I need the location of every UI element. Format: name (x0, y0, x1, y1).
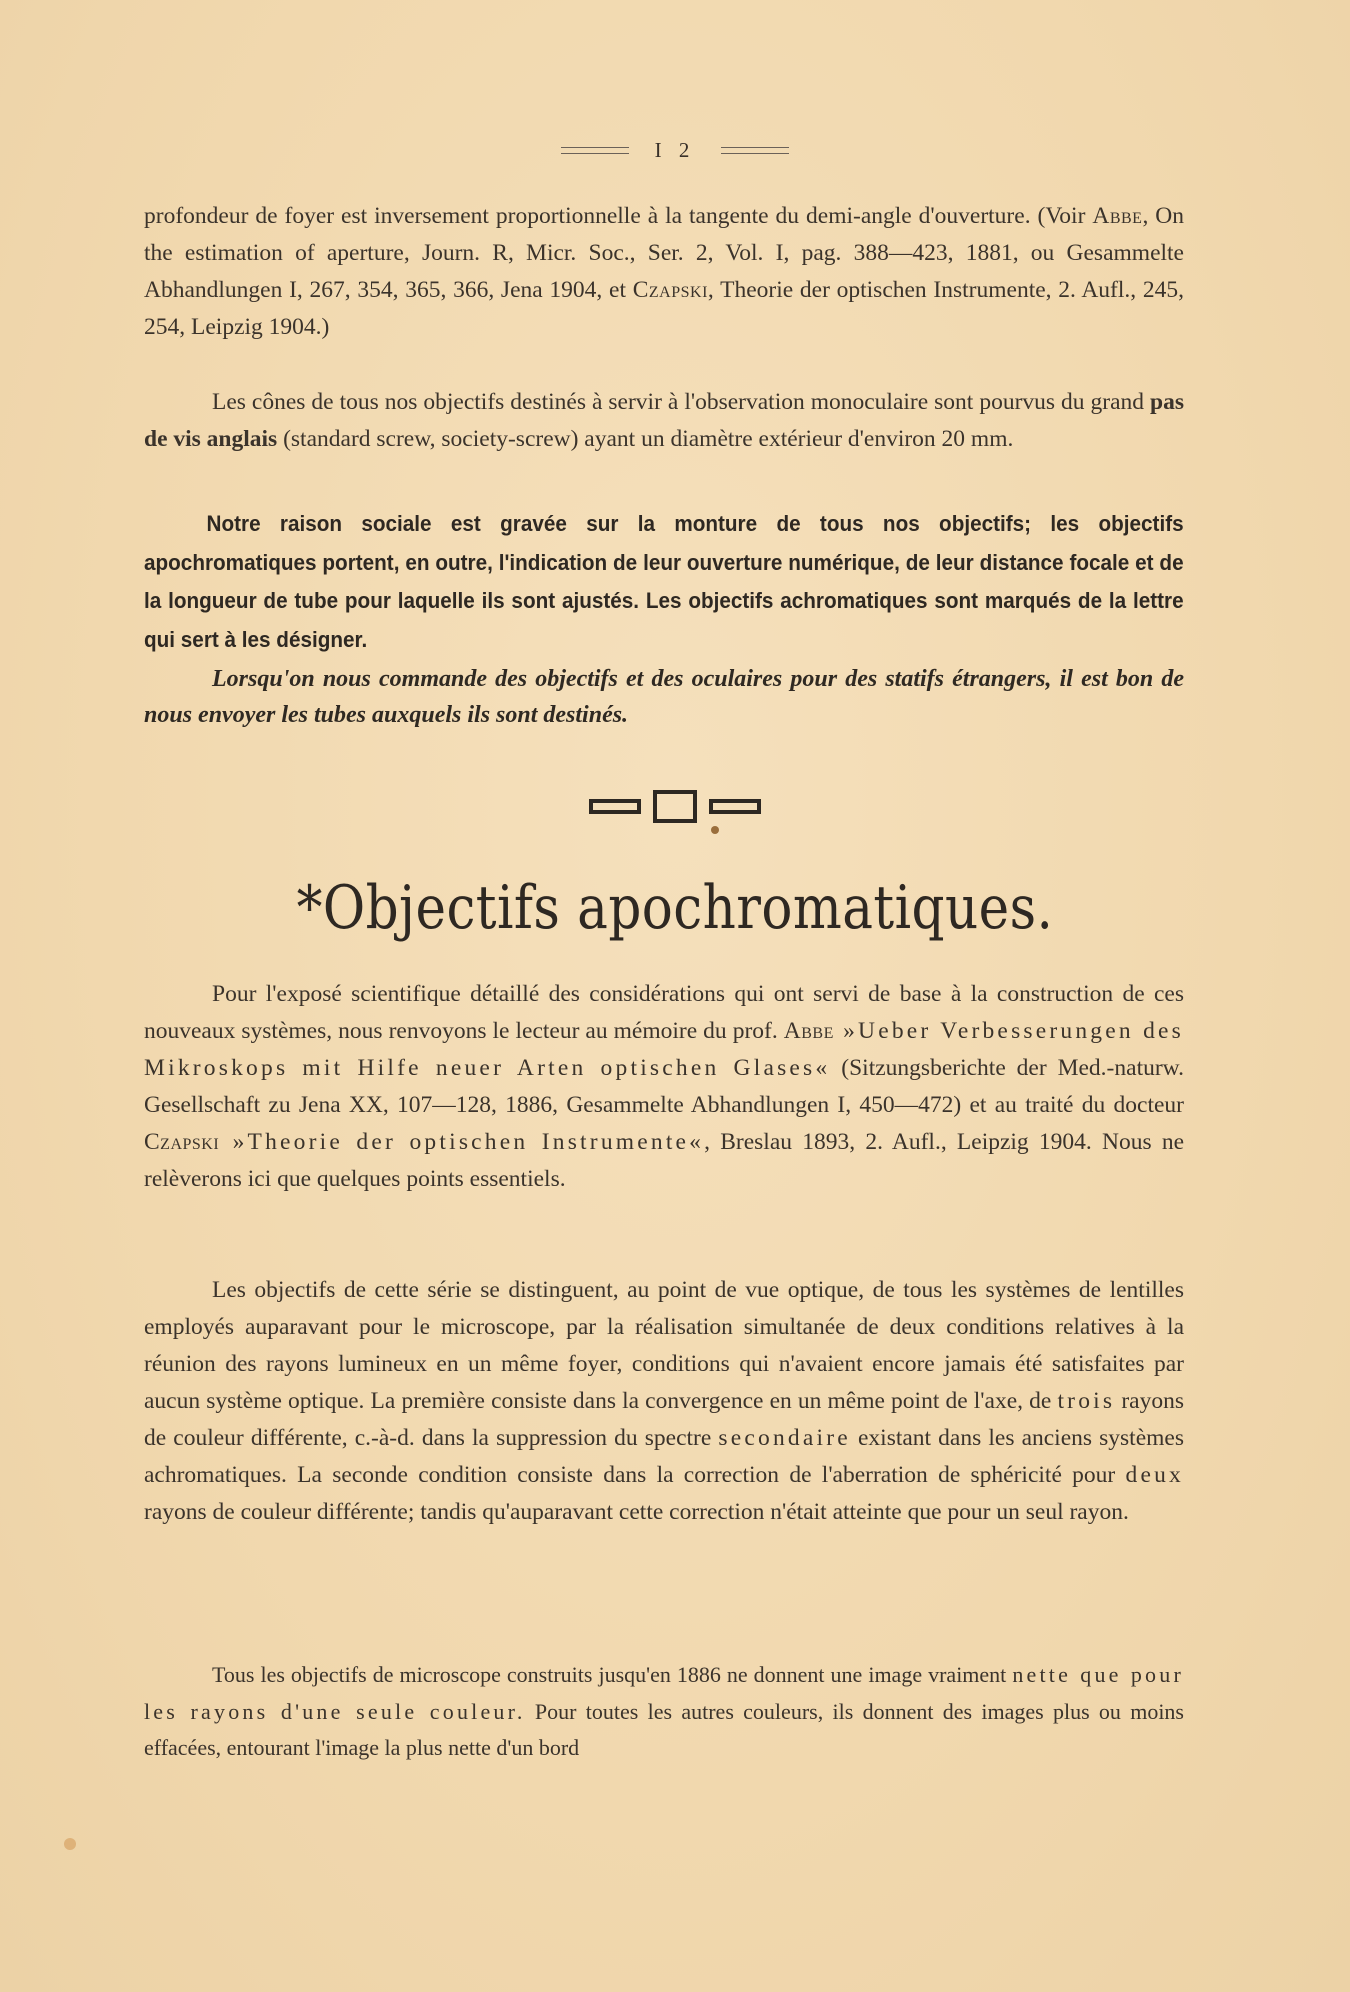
text-run: , On the estimation of aperture, Journ. R, Micr. Soc., Ser. 2, Vol. I, pag. 388—423, 1881, ou Gesammelte Abhandlungen I, 267, 354, 365, 366, Jena 1904, et (144, 203, 1185, 303)
author-czapski: Czapski (144, 1129, 220, 1155)
paragraph-ordering-notice (144, 661, 1184, 733)
author-abbe: Abbe (783, 1018, 834, 1044)
text-run: , Theorie der optischen Instrumente, 2. Aufl., 245, 254, Leipzig 1904.) (144, 277, 1184, 340)
text-run: (standard screw, society-screw) ayant un diamètre extérieur d'environ 20 mm. (277, 426, 1014, 452)
text-run: rayons de couleur différente; tandis qu'auparavant cette correction n'était atteinte que pour un seul rayon. (144, 1499, 1129, 1525)
ornament-bar-right (709, 799, 761, 814)
ornament-box (653, 790, 697, 823)
section-title: *Objectifs apochromatiques. (296, 873, 1054, 943)
emphasis-spaced: trois (1057, 1388, 1116, 1414)
text-run: Pour toutes les autres couleurs, ils donnent des images plus ou moins effacées, entourant l'image la plus nette d'un bord (144, 1698, 1184, 1760)
emphasis-spaced: deux (1125, 1462, 1184, 1488)
text-run: Les cônes de tous nos objectifs destinés à servir à l'observation monoculaire sont pourvus du grand (212, 389, 1151, 415)
author-abbe: Abbe (1092, 203, 1143, 229)
emphasis-spaced: secondaire (718, 1425, 851, 1451)
text-run: Pour l'exposé scientifique détaillé des considérations qui ont servi de base à la construction de ces nouveaux systèmes, nous renvoyons le lecteur au mémoire du prof. (144, 981, 1184, 1044)
cited-title: »Theorie der optischen Instrumente« (219, 1129, 705, 1155)
page-number: I 2 (654, 137, 696, 162)
page-header (0, 138, 1350, 162)
paragraph-depth-of-focus (144, 198, 1184, 346)
ordering-text: Lorsqu'on nous commande des objectifs et des oculaires pour des statifs étrangers, il est bon de nous envoyer les tubes auxquels ils sont destinés. (144, 666, 1184, 728)
cited-title: »Ueber Verbesserungen des Mikroskops mit Hilfe neuer Arten optischen Glases« (144, 1018, 1184, 1081)
paragraph-pre-1886-objectives (144, 1657, 1184, 1767)
paper-stain (64, 1838, 76, 1850)
emphasis-bold: pas de vis anglais (144, 389, 1184, 452)
text-run: (Sitzungsberichte der Med.-naturw. Gesellschaft zu Jena XX, 107—128, 1886, Gesammelte Abhandlungen I, 450—472) et au traité du docteur (144, 1055, 1184, 1118)
header-rule-left (561, 147, 629, 154)
text-run: Les objectifs de cette série se distinguent, au point de vue optique, de tous les systèmes de lentilles employés auparavant pour le microscope, par la réalisation simultanée de deux conditions relatives à la réunion des rayons lumineux en un même foyer, conditions qui n'avaient encore jamais été satisfaites par aucun système optique. La première consiste dans la convergence en un même point de l'axe, de (144, 1277, 1184, 1414)
author-czapski: Czapski (632, 277, 708, 303)
text-run: Tous les objectifs de microscope construits jusqu'en 1886 ne donnent une image vraiment (212, 1662, 1013, 1687)
text-run: profondeur de foyer est inversement proportionnelle à la tangente du demi-angle d'ouverture. (Voir (144, 203, 1093, 229)
ornament-bar-left (589, 799, 641, 814)
header-rule-right (721, 147, 789, 154)
paragraph-references (144, 976, 1184, 1198)
paragraph-screw-thread (144, 384, 1184, 458)
paragraph-engraving-notice (144, 505, 1184, 659)
text-run: , Breslau 1893, 2. Aufl., Leipzig 1904. Nous ne relèverons ici que quelques points essentiels. (144, 1129, 1184, 1192)
ornament-dot (711, 826, 719, 834)
section-ornament (0, 790, 1350, 823)
notice-text: Notre raison sociale est gravée sur la monture de tous nos objectifs; les objectifs apochromatiques portent, en outre, l'indication de leur ouverture numérique, de leur distance focale et de la longueur de tube pour laquelle ils sont ajustés. Les objectifs achromatiques sont marqués de la lettre qui sert à les désigner. (144, 511, 1184, 652)
paragraph-series-distinction (144, 1272, 1184, 1531)
text-run: rayons de couleur différente, c.-à-d. dans la suppression du spectre (144, 1388, 1184, 1451)
text-run: existant dans les anciens systèmes achromatiques. La seconde condition consiste dans la correction de l'aberration de sphéricité pour (144, 1425, 1184, 1488)
emphasis-spaced: nette que pour les rayons d'une seule couleur. (144, 1662, 1184, 1724)
